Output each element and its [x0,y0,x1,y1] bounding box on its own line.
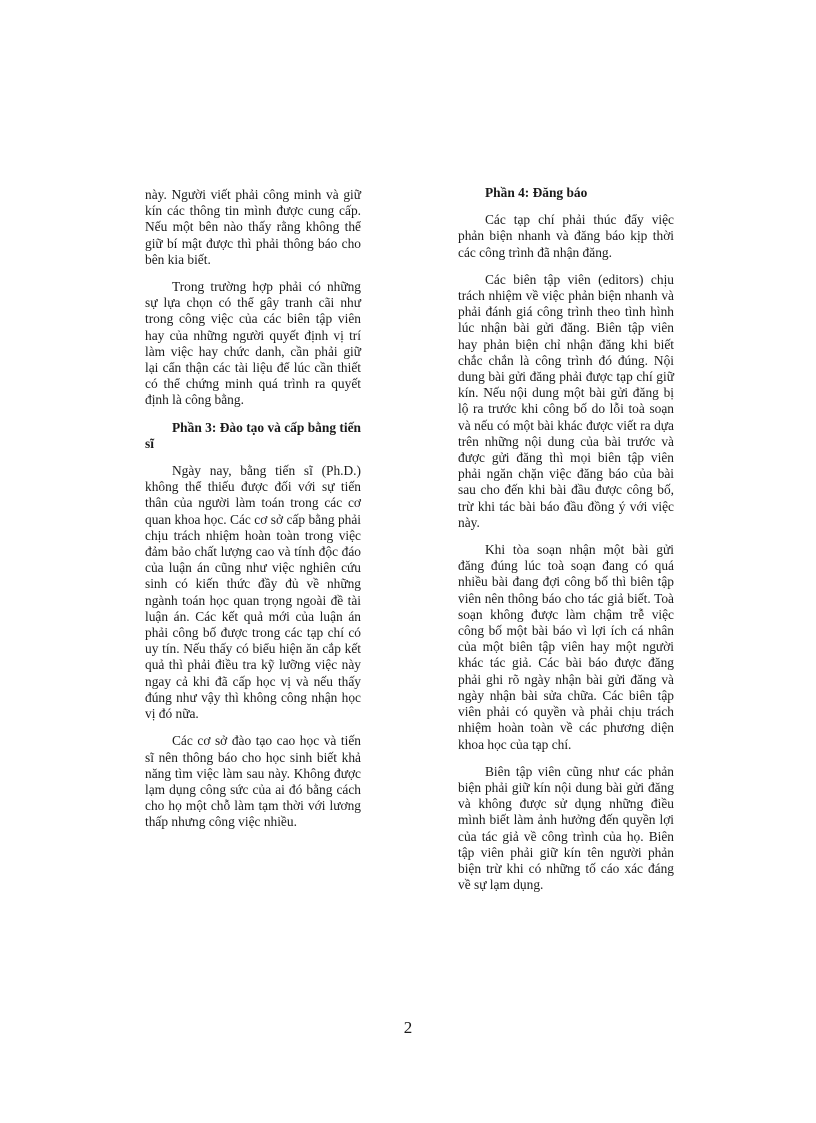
paragraph-editorial-office: Khi tòa soạn nhận một bài gửi đăng đúng lúc toà soạn đang có quá nhiều bài đang đợi công bố thì biên tập viên nên thông báo cho tác giả biết. Toà soạn không được làm chậm trễ việc công bố một bài báo vì lợi ích cá nhân của một biên tập viên hay một người khác tác giả. Các bài báo được đăng phải ghi rõ ngày nhận bài gửi đăng và ngày nhận bài sửa chữa. Các biên tập viên phải có quyền và phải chịu trách nhiệm hoàn toàn về các phương diện khoa học của tạp chí. [458,542,674,752]
paragraph-reviewers-confidentiality: Biên tập viên cũng như các phản biện phải giữ kín nội dung bài gửi đăng và không được sử dụng những điều mình biết làm ảnh hưởng đến quyền lợi của tác giả về công trình của họ. Biên tập viên phải giữ kín tên người phản biện trừ khi có những tố cáo xác đáng về sự lạm dụng. [458,763,674,893]
paragraph-training-institutions: Các cơ sở đào tạo cao học và tiến sĩ nên thông báo cho học sinh biết khả năng tìm việc làm sau này. Không được lạm dụng công sức của ai đó bằng cách cho họ một chỗ làm tạm thời với lương thấp nhưng công việc nhiều. [145,733,361,830]
section-heading-part-4: Phần 4: Đăng báo [485,185,588,200]
right-column [458,185,674,904]
paragraph-phd-importance: Ngày nay, bằng tiến sĩ (Ph.D.) không thể thiếu được đối với sự tiến thân của người làm toán trong các cơ quan khoa học. Các cơ sở cấp bằng phải chịu trách nhiệm hoàn toàn trong việc đảm bảo chất lượng cao và tính độc đáo của luận án cũng như việc nghiên cứu sinh có kiến thức đầy đủ về những ngành toán học quan trọng ngoài đề tài luận án. Các kết quả mới của luận án phải công bố được trong các tạp chí có uy tín. Nếu thấy có biểu hiện ăn cắp kết quả thì phải điều tra kỹ lưỡng việc này ngay cả khi đã cấp học vị và nếu thấy đúng như vậy thì không công nhận học vị đó nữa. [145,463,361,722]
section-heading-part-3: Phần 3: Đào tạo và cấp bằng tiến sĩ [145,419,361,451]
page-number: 2 [403,1018,413,1037]
left-column [145,187,361,842]
paragraph-confidentiality-continued: này. Người viết phải công minh và giữ kín các thông tin mình được cung cấp. Nếu một bên nào thấy rằng không thể giữ bí mật được thì phải thông báo cho bên kia biết. [145,187,361,267]
paragraph-editors-responsibility: Các biên tập viên (editors) chịu trách nhiệm về việc phản biện nhanh và phải đánh giá công trình theo tình hình lúc nhận bài gửi đăng. Biên tập viên hay phản biện chỉ nhận đăng khi biết chắc chắn là công trình đó đúng. Nội dung bài gửi đăng phải được tạp chí giữ kín. Nếu nội dung một bài gửi đăng bị lộ ra trước khi công bố do lỗi toà soạn và nếu có một bài khác được viết ra dựa trên những nội dung của bài trước và được gửi đăng thì mọi biên tập viên phải ngăn chặn việc đăng báo của bài sau cho đến khi bài đầu được công bố, trừ khi tác bài báo đầu đồng ý với việc này. [458,271,674,530]
paragraph-controversial-choices: Trong trường hợp phải có những sự lựa chọn có thể gây tranh cãi như trong công việc của các biên tập viên hay của những người quyết định vị trí làm việc hay chức danh, cần phải giữ lại cẩn thận các tài liệu để lúc cần thiết có thể chứng minh quá trình ra quyết định là công bằng. [145,279,361,408]
paragraph-journals-review: Các tạp chí phải thúc đẩy việc phản biện nhanh và đăng báo kịp thời các công trình đã nhận đăng. [458,212,674,260]
